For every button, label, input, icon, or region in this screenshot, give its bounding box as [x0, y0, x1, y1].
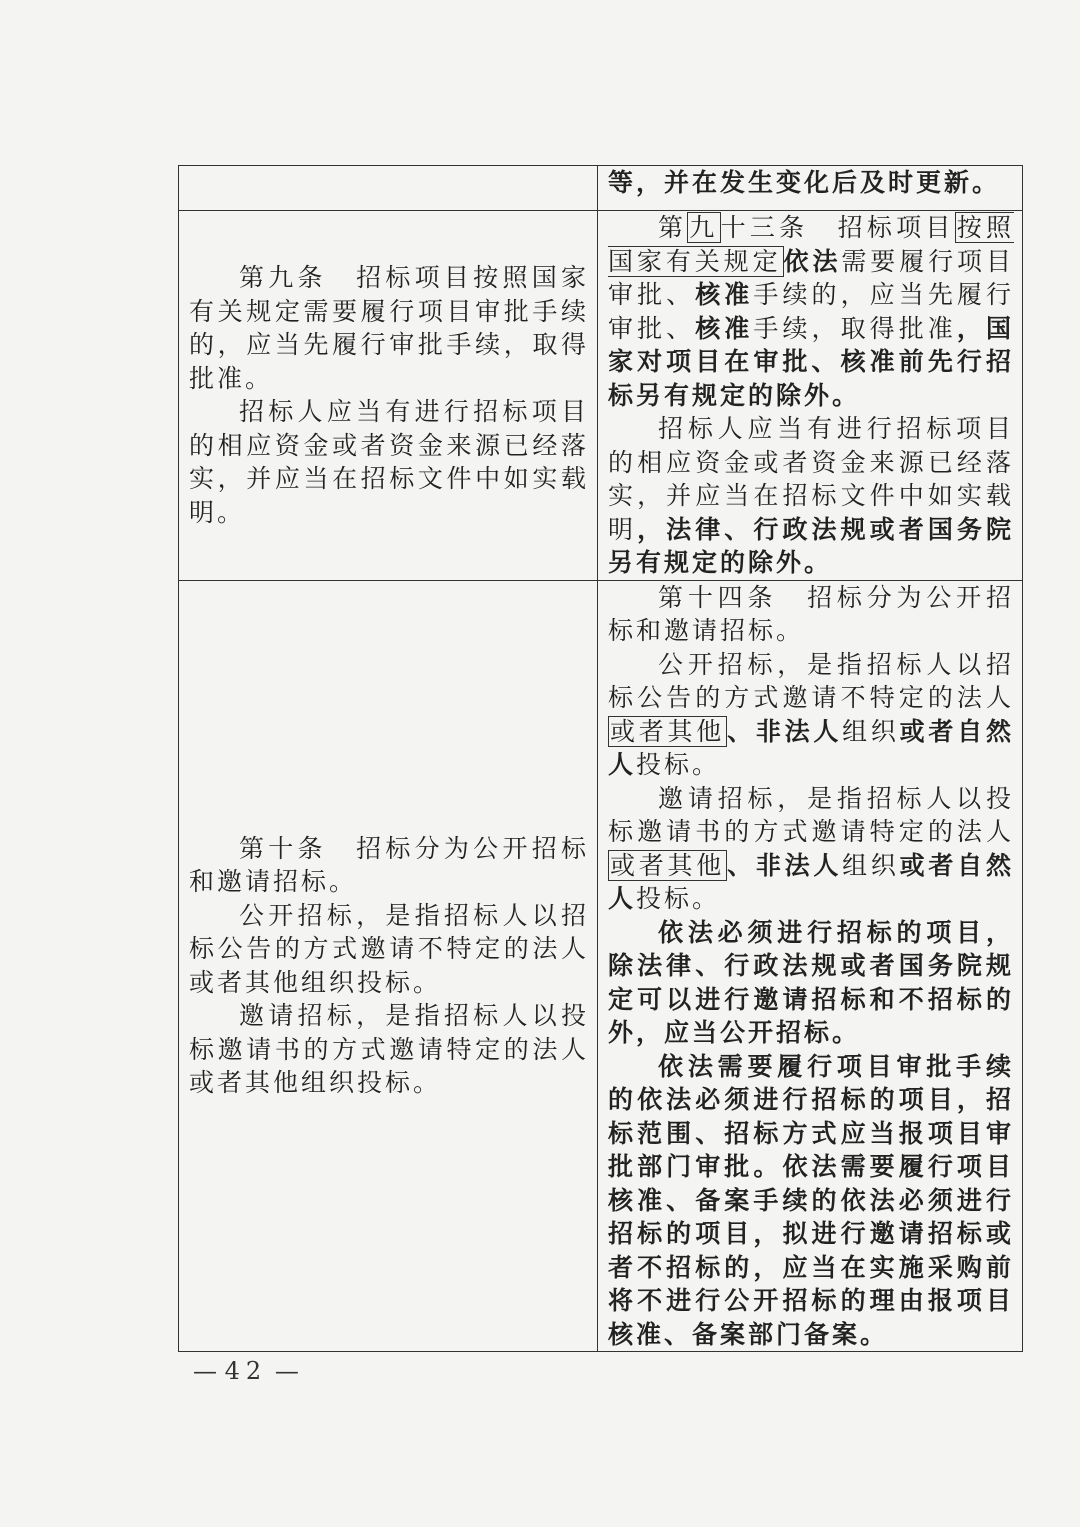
article-14-paragraph-5: 依法需要履行项目审批手续的依法必须进行招标的项目，招标范围、招标方式应当报项目审批部门审批。依法需要履行项目核准、备案手续的依法必须进行招标的项目，拟进行邀请招标或者不招标的，应当在实施采购前将不进行公开招标的理由报项目核准、备案部门备案。	[608, 1051, 1014, 1349]
table-row	[179, 166, 1023, 211]
page-number-value: 42	[224, 1357, 268, 1385]
text-run: 手续的，应当先履行审批、	[608, 280, 1014, 343]
article-10-paragraph-1: 第十条 招标分为公开招标和邀请招标。	[189, 833, 589, 897]
old-text-cell	[179, 580, 598, 1352]
deleted-text-box: 或者其他	[610, 850, 726, 880]
added-text: 或者自然人	[608, 850, 1014, 913]
old-text-cell	[179, 166, 598, 211]
text-run: 投标。	[636, 750, 721, 779]
table-row	[179, 580, 1023, 1352]
comparison-table	[178, 165, 1023, 1352]
page-number-dash: —	[193, 1357, 225, 1385]
article-13-paragraph-1	[608, 211, 1014, 412]
added-text: ，国家对项目在审批、核准前先行招标另有规定的除外。	[608, 313, 1014, 410]
text-run: 公开招标，是指招标人以招标公告的方式邀请不特定的法人	[608, 649, 1014, 712]
new-text-cell	[598, 580, 1023, 1352]
page-number-dash: —	[267, 1357, 299, 1385]
new-text-cell	[598, 211, 1023, 581]
old-text-cell	[179, 211, 598, 581]
added-text: 依法	[783, 246, 842, 276]
added-text: 核准	[695, 280, 754, 309]
article-10-paragraph-2: 公开招标，是指招标人以招标公告的方式邀请不特定的法人或者其他组织投标。	[189, 900, 589, 997]
article-14-paragraph-4: 依法必须进行招标的项目，除法律、行政法规或者国务院规定可以进行邀请招标和不招标的外，应当公开招标。	[608, 917, 1014, 1047]
text-run: 需要履行项目审批、	[608, 246, 1014, 309]
deleted-text-box: 按照国家有关规定	[608, 213, 1014, 276]
added-text: 、非法人	[727, 716, 843, 746]
deleted-text-box: 九	[689, 213, 719, 242]
article-10-paragraph-3: 邀请招标，是指招标人以投标邀请书的方式邀请特定的法人或者其他组织投标。	[189, 1001, 589, 1098]
paragraph: 等，并在发生变化后及时更新。	[608, 168, 1001, 197]
article-14-paragraph-1: 第十四条 招标分为公开招标和邀请招标。	[608, 582, 1014, 645]
table-row	[179, 211, 1023, 581]
deleted-text-box: 或者其他	[610, 716, 726, 746]
article-14-paragraph-3	[608, 782, 1014, 916]
article-13-paragraph-2	[608, 412, 1014, 580]
text-run: 投标。	[636, 884, 721, 913]
page-number	[193, 1357, 299, 1385]
text-run: 组织	[842, 716, 900, 746]
article-9-paragraph-2: 招标人应当有进行招标项目的相应资金或者资金来源已经落实，并应当在招标文件中如实载明。	[189, 397, 589, 527]
text-run: 组织	[842, 850, 900, 880]
text-run: 十三条 招标项目	[720, 213, 955, 242]
article-14-paragraph-2	[608, 648, 1014, 782]
article-9-paragraph-1: 第九条 招标项目按照国家有关规定需要履行项目审批手续的，应当先履行审批手续，取得批准。	[189, 263, 589, 393]
added-text: 、非法人	[727, 850, 843, 880]
added-text: 核准	[695, 313, 754, 343]
text-run: 手续，取得批准	[753, 313, 957, 343]
text-run: 招标人应当有进行招标项目的相应资金或者资金来源已经落实，并应当在招标文件中如实载明	[608, 414, 1014, 544]
new-text-cell	[598, 166, 1023, 211]
added-text: 或者自然人	[608, 716, 1014, 779]
text-run: 邀请招标，是指招标人以投标邀请书的方式邀请特定的法人	[608, 783, 1014, 846]
text-run: 第	[658, 213, 688, 242]
added-text: ，法律、行政法规或者国务院另有规定的除外。	[608, 514, 1014, 577]
